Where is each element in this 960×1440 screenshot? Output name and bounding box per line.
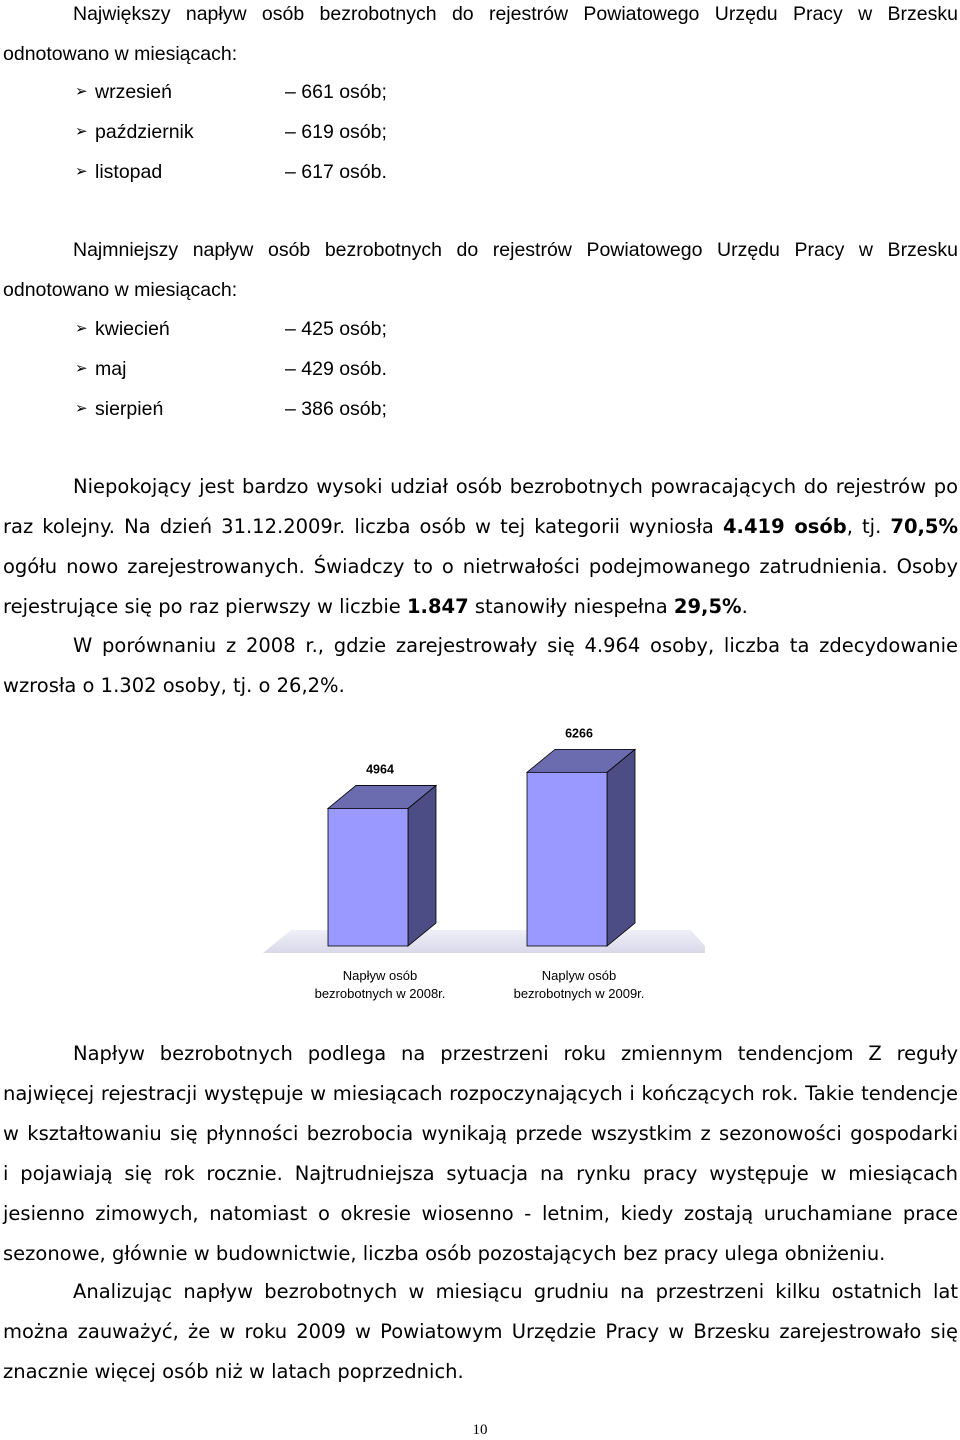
month-value: – 429 osób. bbox=[285, 358, 387, 380]
month-label: sierpień bbox=[95, 398, 164, 420]
trend-line3: w kształtowaniu się płynności bezrobocia wynikają przede wszystkim z sezonowości gospodarki bbox=[3, 1122, 958, 1145]
max-inflow-intro bbox=[3, 0, 958, 74]
min-intro-line2: odnotowano w miesiącach: bbox=[3, 279, 238, 301]
category-label: Naplyw osób bbox=[541, 968, 617, 983]
month-value: – 661 osób; bbox=[285, 81, 387, 103]
arrow-bullet-icon: ➢ bbox=[75, 360, 88, 377]
min-intro-line1: Najmniejszy napływ osób bezrobotnych do rejestrów Powiatowego Urzędu Pracy w Brzesku bbox=[73, 239, 958, 261]
list-item bbox=[75, 152, 675, 192]
month-value: – 386 osób; bbox=[285, 398, 387, 420]
arrow-bullet-icon: ➢ bbox=[75, 123, 88, 140]
max-intro-line2: odnotowano w miesiącach: bbox=[3, 43, 238, 65]
min-inflow-intro bbox=[3, 230, 958, 310]
page-number: 10 bbox=[472, 1422, 488, 1438]
list-item bbox=[75, 72, 675, 112]
comparison-line1: W porównaniu z 2008 r., gdzie zarejestrowały się 4.964 osoby, liczba ta zdecydowanie bbox=[73, 634, 958, 657]
returning-line4: rejestrujące się po raz pierwszy w liczbie 1.847 stanowiły niespełna 29,5%. bbox=[3, 595, 748, 618]
returning-paragraph bbox=[3, 467, 958, 627]
comparison-paragraph bbox=[3, 626, 958, 706]
arrow-bullet-icon: ➢ bbox=[75, 163, 88, 180]
returning-line1: Niepokojący jest bardzo wysoki udział osób bezrobotnych powracających do rejestrów po bbox=[73, 475, 958, 498]
december-line3: znacznie więcej osób niż w latach poprzednich. bbox=[3, 1360, 464, 1383]
trend-line1: Napływ bezrobotnych podlega na przestrzeni roku zmiennym tendencjom Z reguły bbox=[73, 1042, 958, 1065]
december-line1: Analizując napływ bezrobotnych w miesiącu grudniu na przestrzeni kilku ostatnich lat bbox=[73, 1280, 958, 1303]
arrow-bullet-icon: ➢ bbox=[75, 400, 88, 417]
returning-line3: ogółu nowo zarejestrowanych. Świadczy to o nietrwałości podejmowanego zatrudnienia. Osoby bbox=[3, 555, 958, 578]
month-label: wrzesień bbox=[95, 81, 172, 103]
category-label: Napływ osób bbox=[342, 968, 418, 983]
bar bbox=[527, 772, 607, 946]
comparison-line2: wzrosła o 1.302 osoby, tj. o 26,2%. bbox=[3, 674, 345, 697]
list-item bbox=[75, 349, 675, 389]
max-inflow-list bbox=[75, 72, 675, 192]
trend-line4: i pojawiają się rok rocznie. Najtrudniejsza sytuacja na rynku pracy występuje w miesiącach bbox=[3, 1162, 958, 1185]
min-inflow-list bbox=[75, 309, 675, 429]
trend-line2: najwięcej rejestracji występuje w miesiącach rozpoczynających i kończących rok. Takie tendencje bbox=[3, 1082, 958, 1105]
inflow-bar-chart bbox=[255, 712, 705, 1012]
december-paragraph bbox=[3, 1272, 958, 1392]
month-label: kwiecień bbox=[95, 318, 170, 340]
max-intro-line1: Największy napływ osób bezrobotnych do rejestrów Powiatowego Urzędu Pracy w Brzesku bbox=[73, 3, 958, 25]
trend-line5: jesienno zimowych, natomiast o okresie wiosenno - letnim, kiedy zostają uruchamiane prace bbox=[3, 1202, 958, 1225]
list-item bbox=[75, 389, 675, 429]
month-label: maj bbox=[95, 358, 127, 380]
trend-paragraph bbox=[3, 1034, 958, 1274]
month-label: październik bbox=[95, 121, 194, 143]
data-label: 6266 bbox=[565, 726, 593, 741]
arrow-bullet-icon: ➢ bbox=[75, 320, 88, 337]
bar-side bbox=[607, 749, 635, 946]
list-item bbox=[75, 112, 675, 152]
data-label: 4964 bbox=[366, 762, 394, 777]
bar-side bbox=[408, 785, 436, 946]
returning-line2: raz kolejny. Na dzień 31.12.2009r. liczba osób w tej kategorii wyniosła 4.419 osób, tj. 70,5% bbox=[3, 515, 959, 538]
month-value: – 619 osób; bbox=[285, 121, 387, 143]
december-line2: można zauważyć, że w roku 2009 w Powiatowym Urzędzie Pracy w Brzesku zarejestrowało się bbox=[3, 1320, 958, 1343]
arrow-bullet-icon: ➢ bbox=[75, 83, 88, 100]
month-label: listopad bbox=[95, 161, 163, 183]
category-label: bezrobotnych w 2008r. bbox=[314, 986, 446, 1001]
month-value: – 425 osób; bbox=[285, 318, 387, 340]
list-item bbox=[75, 309, 675, 349]
category-label: bezrobotnych w 2009r. bbox=[513, 986, 645, 1001]
bar bbox=[328, 808, 408, 946]
month-value: – 617 osób. bbox=[285, 161, 387, 183]
trend-line6: sezonowe, głównie w budownictwie, liczba osób pozostających bez pracy ulega obniżeniu. bbox=[3, 1242, 886, 1265]
